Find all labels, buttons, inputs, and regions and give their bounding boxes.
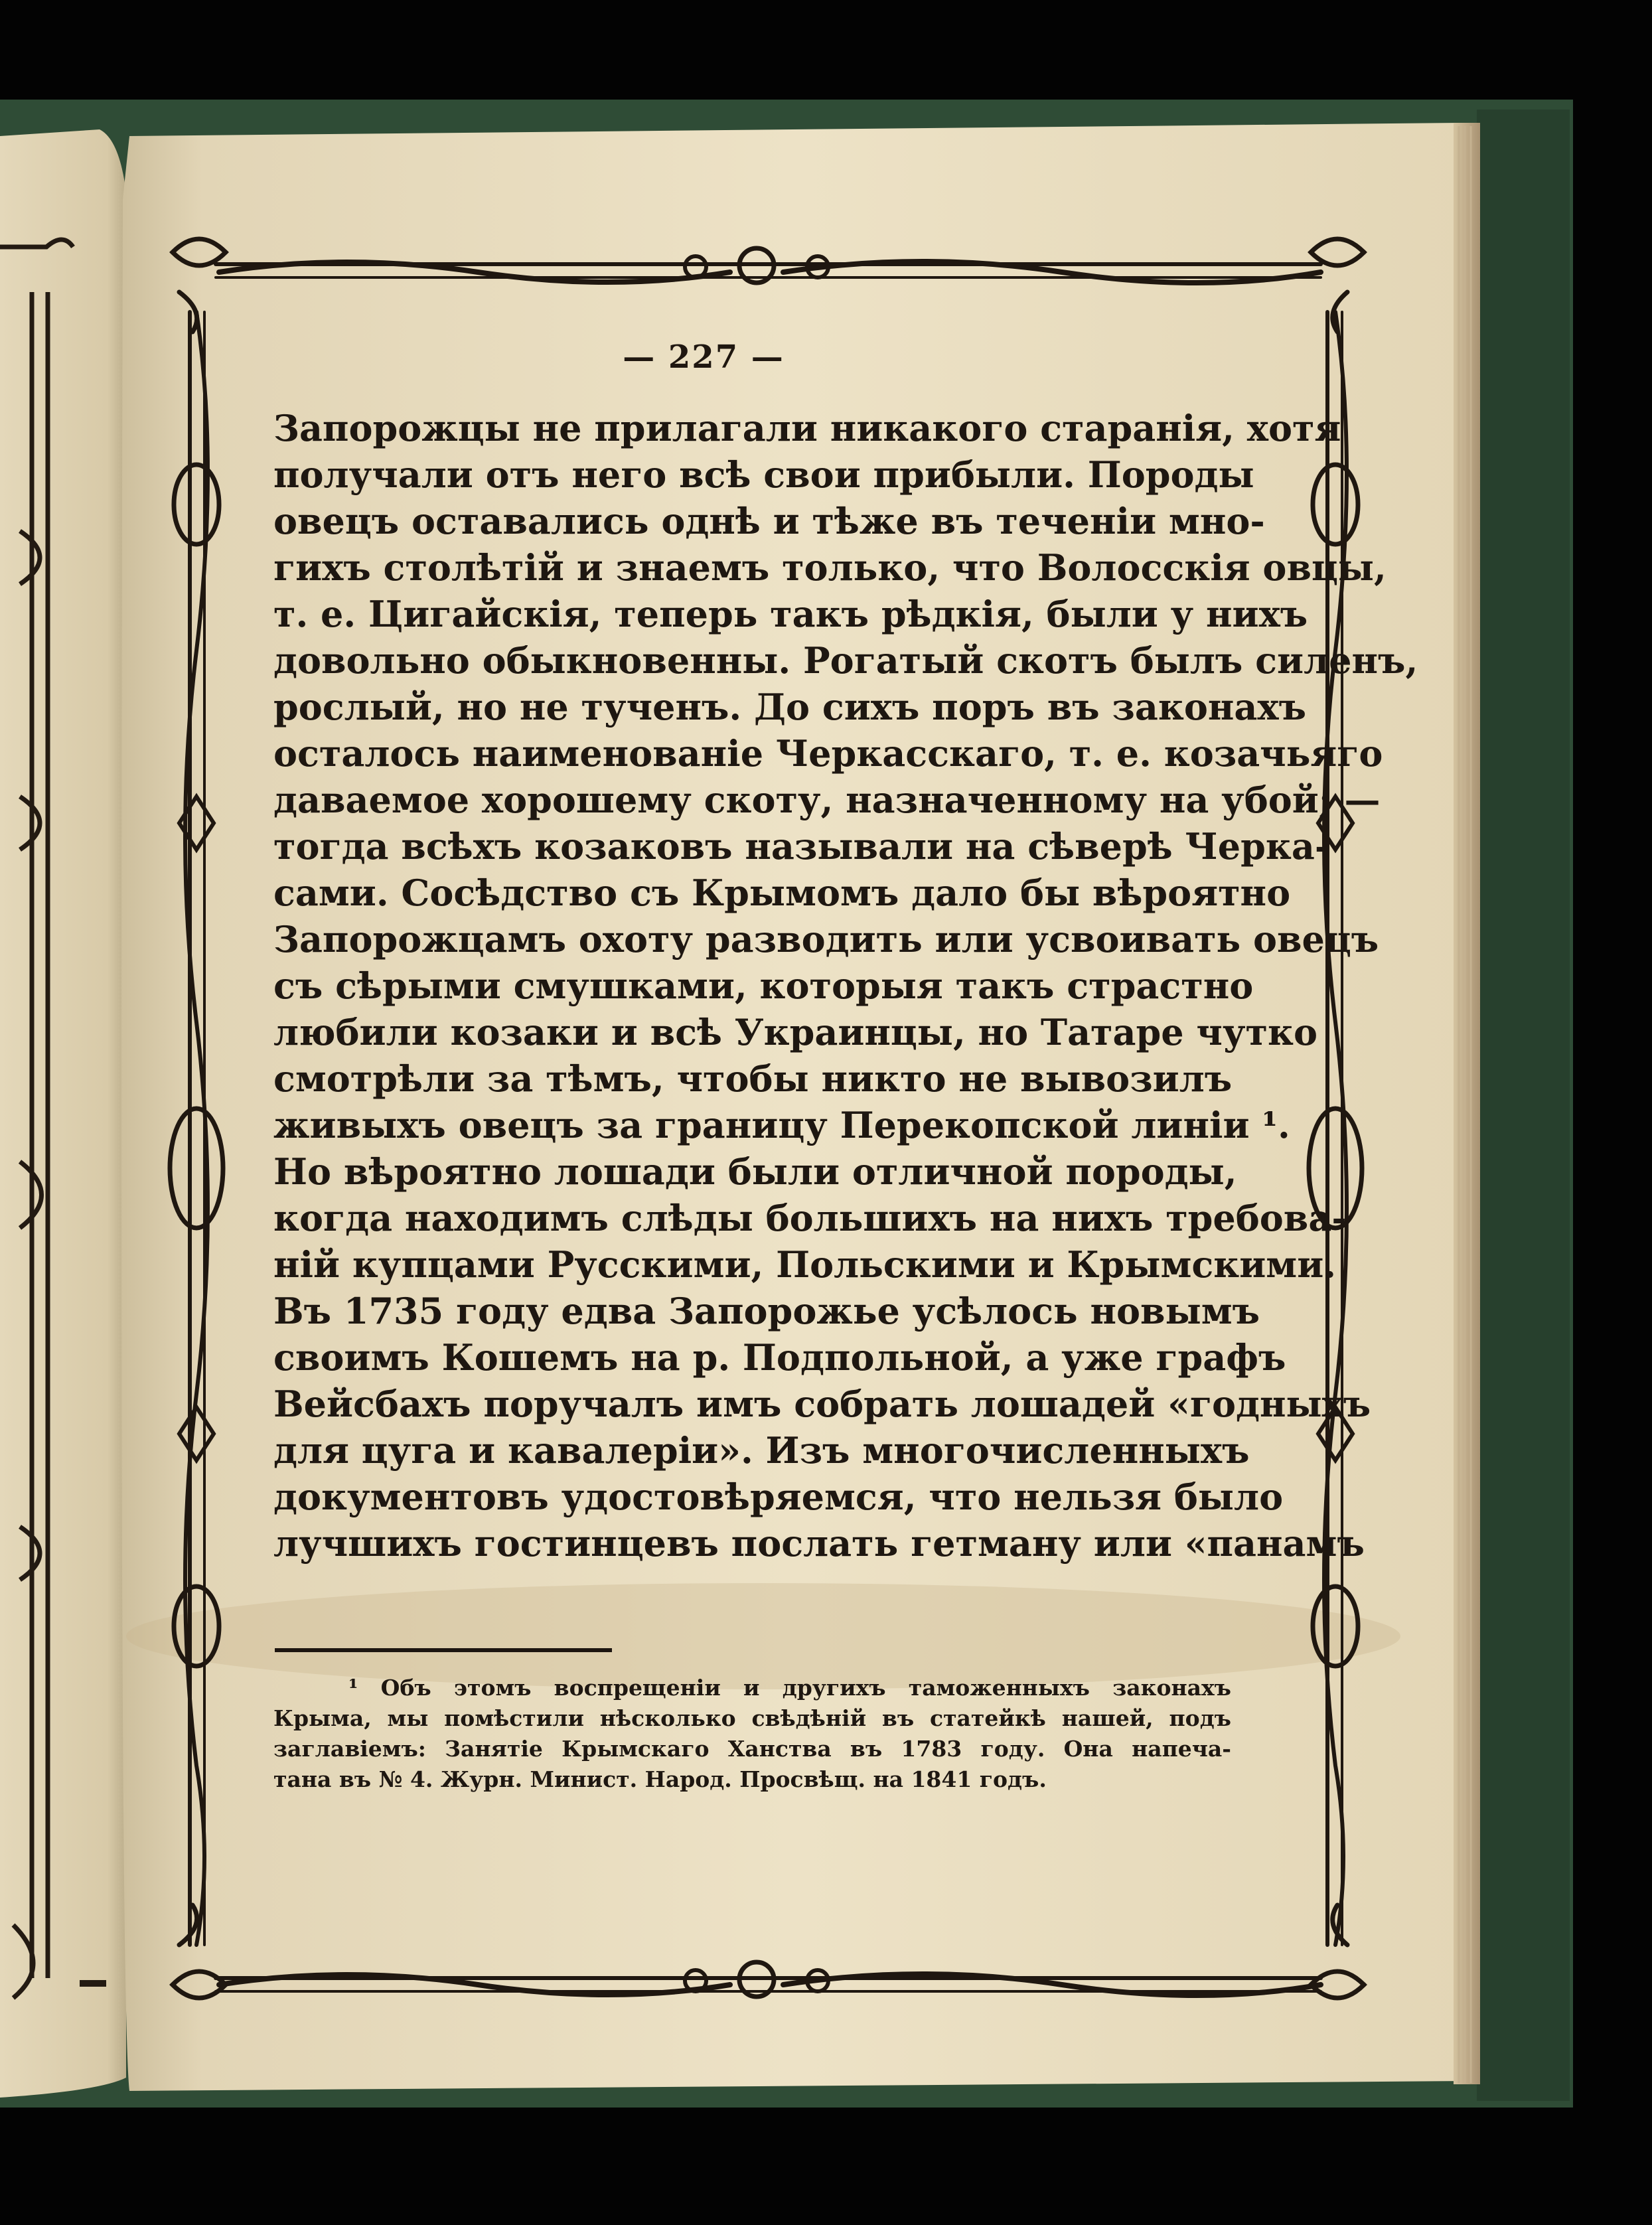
footnote-line: заглавіемъ: Занятіе Крымскаго Ханства въ 1783 году. Она напеча-: [273, 1736, 1231, 1762]
body-line: гихъ столѣтій и знаемъ только, что Волосскія овцы,: [273, 546, 1387, 589]
body-line: документовъ удостовѣряемся, что нельзя было: [273, 1476, 1284, 1518]
body-line: довольно обыкновенны. Рогатый скотъ былъ силенъ,: [273, 639, 1418, 682]
footnote-line: ¹ Объ этомъ воспрещеніи и другихъ таможенныхъ законахъ: [348, 1675, 1231, 1701]
body-line: своимъ Кошемъ на р. Подпольной, а уже графъ: [273, 1336, 1286, 1379]
body-line: любили козаки и всѣ Украинцы, но Татаре чутко: [273, 1011, 1317, 1053]
right-page: [121, 123, 1470, 2091]
body-line: овецъ оставались однѣ и тѣже въ теченіи мно-: [273, 500, 1265, 542]
body-line: тогда всѣхъ козаковъ называли на сѣверѣ Черка-: [273, 825, 1330, 868]
body-line: осталось наименованіе Черкасскаго, т. е. козачьяго: [273, 732, 1383, 775]
body-line: смотрѣли за тѣмъ, чтобы никто не вывозилъ: [273, 1057, 1233, 1100]
water-stain: [126, 1583, 1400, 1689]
footnote-line: тана въ № 4. Журн. Минист. Народ. Просвѣщ. на 1841 годъ.: [273, 1766, 1047, 1792]
body-line: получали отъ него всѣ свои прибыли. Породы: [273, 453, 1254, 496]
body-line: Запорожцы не прилагали никакого старанія, хотя: [273, 407, 1341, 449]
page-number: — 227 —: [623, 339, 785, 376]
body-line: даваемое хорошему скоту, назначенному на убой; —: [273, 779, 1381, 821]
body-line: Но вѣроятно лошади были отличной породы,: [273, 1150, 1237, 1193]
left-page: [0, 129, 126, 2098]
body-line: Въ 1735 году едва Запорожье усѣлось новымъ: [273, 1290, 1260, 1332]
body-line: Вейсбахъ поручалъ имъ собрать лошадей «годныхъ: [273, 1383, 1371, 1425]
book-cover-edge: [1477, 110, 1570, 2101]
body-line: Запорожцамъ охоту разводить или усвоивать овецъ: [273, 918, 1379, 960]
page-edges: [1454, 123, 1480, 2084]
body-line: съ сѣрыми смушками, которыя такъ страстно: [273, 964, 1254, 1007]
body-line: ній купцами Русскими, Польскими и Крымскими.: [273, 1243, 1337, 1286]
body-line: когда находимъ слѣды большихъ на нихъ требова-: [273, 1197, 1347, 1239]
body-line: живыхъ овецъ за границу Перекопской линіи ¹.: [273, 1104, 1290, 1146]
body-line: рослый, но не тученъ. До сихъ поръ въ законахъ: [273, 686, 1307, 728]
body-line: лучшихъ гостинцевъ послать гетману или «панамъ: [273, 1522, 1365, 1565]
footnote-line: Крыма, мы помѣстили нѣсколько свѣдѣній въ статейкѣ нашей, подъ: [273, 1705, 1231, 1731]
body-line: сами. Сосѣдство съ Крымомъ дало бы вѣроятно: [273, 872, 1291, 914]
body-line: для цуга и кавалеріи». Изъ многочисленныхъ: [273, 1429, 1250, 1472]
body-line: т. е. Цигайскія, теперь такъ рѣдкія, были у нихъ: [273, 593, 1308, 635]
